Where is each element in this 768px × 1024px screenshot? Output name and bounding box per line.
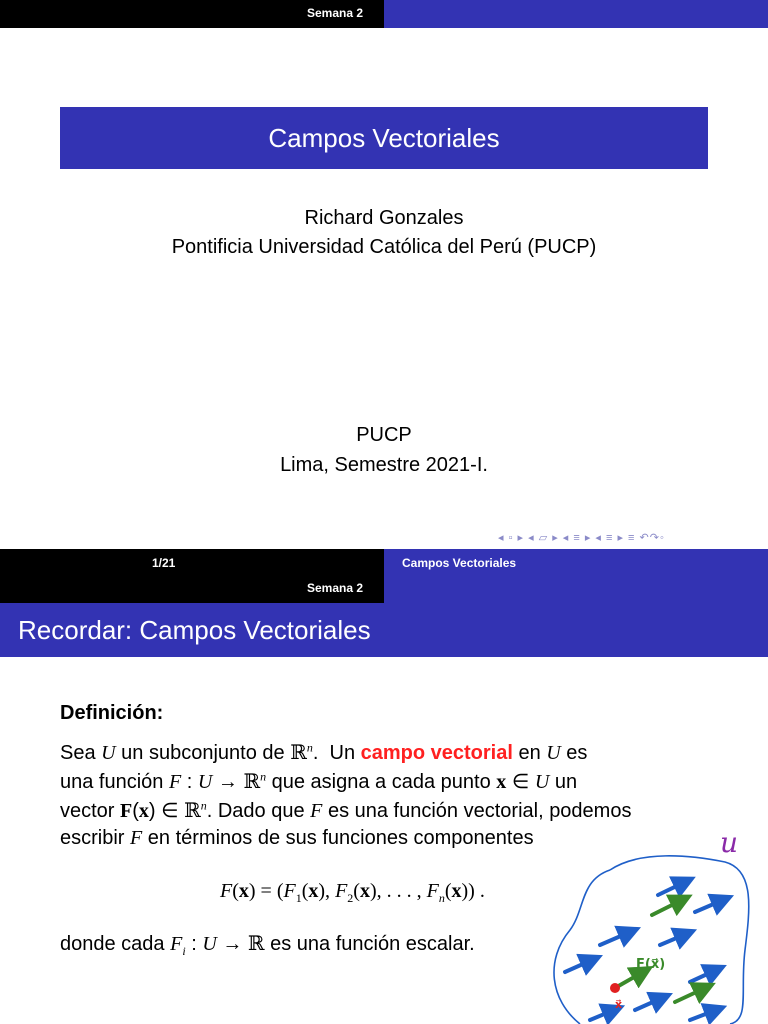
footer-black [0, 549, 384, 577]
slide1-author: Richard Gonzales [304, 207, 464, 229]
field-arrow [695, 900, 723, 912]
handwritten-x: x⃗ [615, 998, 623, 1011]
handwritten-U: u [720, 826, 739, 859]
handwritten-Fx: F(x⃗) [636, 957, 666, 972]
beamer-navigation-icon[interactable]: ◂ ▫ ▸ ◂ ▱ ▸ ◂ ≡ ▸ ◂ ≡ ▸ ≡ ↶↷◦ [498, 532, 665, 544]
field-arrow-green [652, 900, 682, 915]
field-arrow [690, 1010, 716, 1020]
page-number: 1/21 [152, 556, 176, 570]
slide1-institution: Pontificia Universidad Católica del Perú (PUCP) [171, 236, 597, 258]
definition-last-line: donde cada $F_i$ : U → ℝ es una función escalar. [60, 931, 475, 958]
field-arrow [635, 998, 662, 1010]
field-arrow [658, 882, 685, 895]
field-arrow [590, 1010, 614, 1020]
slide1-place-date: Lima, Semestre 2021-I. [280, 454, 488, 476]
field-arrow [565, 960, 592, 972]
definition-line-2: una función F : U → ℝ$^n$ que asigna a cada punto x ∈ U un [60, 769, 578, 793]
slide2-header-blue [384, 577, 768, 603]
definition-label: Definición: [60, 702, 164, 724]
slide2-title: Recordar: Campos Vectoriales [18, 615, 371, 645]
field-arrow [600, 932, 630, 945]
field-arrow-green [675, 988, 705, 1002]
formula: $F(x) = (F_1(x)$, $F_2(x)$, . . . , $F_n(x)$) . [220, 880, 485, 905]
slide1-header-blue [384, 0, 768, 28]
field-arrow [660, 934, 686, 945]
vector-field-sketch [540, 820, 768, 1024]
point-x-marker [610, 983, 620, 993]
definition-line-1: Sea U un subconjunto de ℝ$^n$. Un campo vectorial en U es [60, 740, 588, 764]
definition-line-4: escribir F en términos de sus funciones componentes [60, 827, 534, 849]
region-outline [554, 856, 749, 1024]
definition-line-3: vector F(x) ∈ ℝ$^n$. Dado que F es una función vectorial, podemos [60, 798, 632, 822]
footer-title: Campos Vectoriales [402, 556, 517, 570]
highlight-term: campo vectorial [360, 742, 513, 764]
slide1-org: PUCP [356, 424, 412, 446]
field-arrow [690, 970, 716, 982]
slide1-section-label: Semana 2 [307, 6, 364, 20]
slide1-title: Campos Vectoriales [268, 123, 500, 153]
slide2-section-label: Semana 2 [307, 581, 364, 595]
